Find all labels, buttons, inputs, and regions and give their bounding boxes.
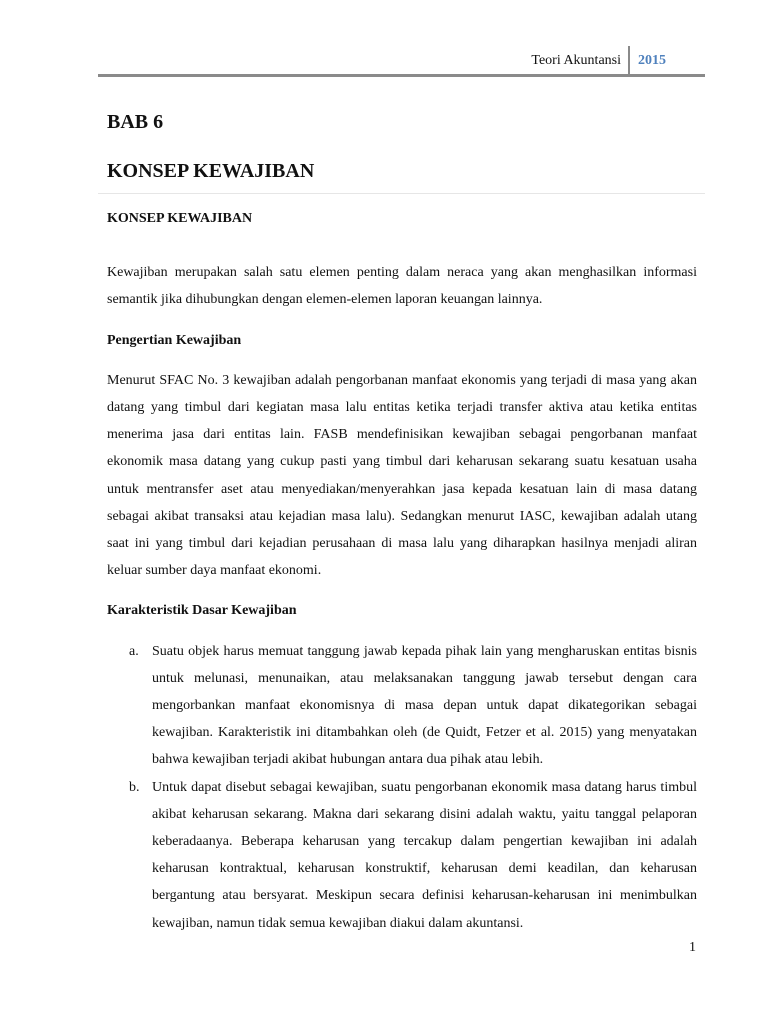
list-item — [107, 638, 697, 774]
list-marker: b. — [129, 779, 140, 795]
header-separator — [628, 46, 630, 76]
header-title: Teori Akuntansi — [531, 53, 621, 68]
document-body — [107, 205, 697, 937]
characteristics-list — [107, 638, 697, 937]
chapter-title: KONSEP KEWAJIBAN — [107, 160, 315, 182]
intro-paragraph: Kewajiban merupakan salah satu elemen penting dalam neraca yang akan menghasilkan informasi semantik jika dihubungkan dengan elemen-elemen laporan keuangan lainnya. — [107, 265, 697, 308]
header-year: 2015 — [638, 53, 666, 68]
page-header — [98, 46, 705, 78]
header-rule — [98, 74, 705, 77]
list-item — [107, 774, 697, 937]
list-item-text: Untuk dapat disebut sebagai kewajiban, suatu pengorbanan ekonomik masa datang harus timbul akibat keharusan sekarang. Makna dari sekarang disini adalah waktu, yaitu tanggal pelaporan keberadaanya. Beberapa keharusan yang tercakup dalam pengertian kewajiban ini adalah keharusan kontraktual, keharusan konstruktif, keharusan demi keadilan, dan keharusan bergantung atau bersyarat. Meskipun secara definisi keharusan-keharusan ini menimbulkan kewajiban, namun tidak semua kewajiban diakui dalam akuntansi. — [152, 779, 697, 931]
page-number: 1 — [689, 940, 696, 955]
title-rule — [98, 193, 705, 194]
section-heading: KONSEP KEWAJIBAN — [107, 211, 253, 226]
list-marker: a. — [129, 643, 139, 659]
list-item-text: Suatu objek harus memuat tanggung jawab kepada pihak lain yang mengharuskan entitas bisnis untuk melunasi, menunaikan, atau melaksanakan tanggung jawab tersebut dengan cara mengorbankan manfaat ekonomisnya di masa depan untuk dapat dikategorikan sebagai kewajiban. Karakteristik ini ditambahkan oleh (de Quidt, Fetzer et al. 2015) yang menyatakan bahwa kewajiban terjadi akibat hubungan antara dua pihak atau lebih. — [152, 643, 697, 768]
definition-heading: Pengertian Kewajiban — [107, 332, 242, 348]
characteristics-heading: Karakteristik Dasar Kewajiban — [107, 603, 297, 619]
chapter-number: BAB 6 — [107, 111, 164, 133]
definition-paragraph: Menurut SFAC No. 3 kewajiban adalah pengorbanan manfaat ekonomis yang terjadi di masa yang akan datang yang timbul dari kegiatan masa lalu entitas ketika terjadi transfer aktiva atau ketika entitas menerima jasa dari entitas lain. FASB mendefinisikan kewajiban sebagai pengorbanan manfaat ekonomik masa datang yang cukup pasti yang timbul dari keharusan sekarang suatu kesatuan usaha untuk mentransfer aset atau menyediakan/menyerahkan jasa kepada kesatuan lain di masa datang sebagai akibat transaksi atau kejadian masa lalu). Sedangkan menurut IASC, kewajiban adalah utang saat ini yang timbul dari kejadian perusahaan di masa lalu yang diharapkan hasilnya menjadi aliran keluar sumber daya manfaat ekonomi. — [107, 372, 697, 579]
